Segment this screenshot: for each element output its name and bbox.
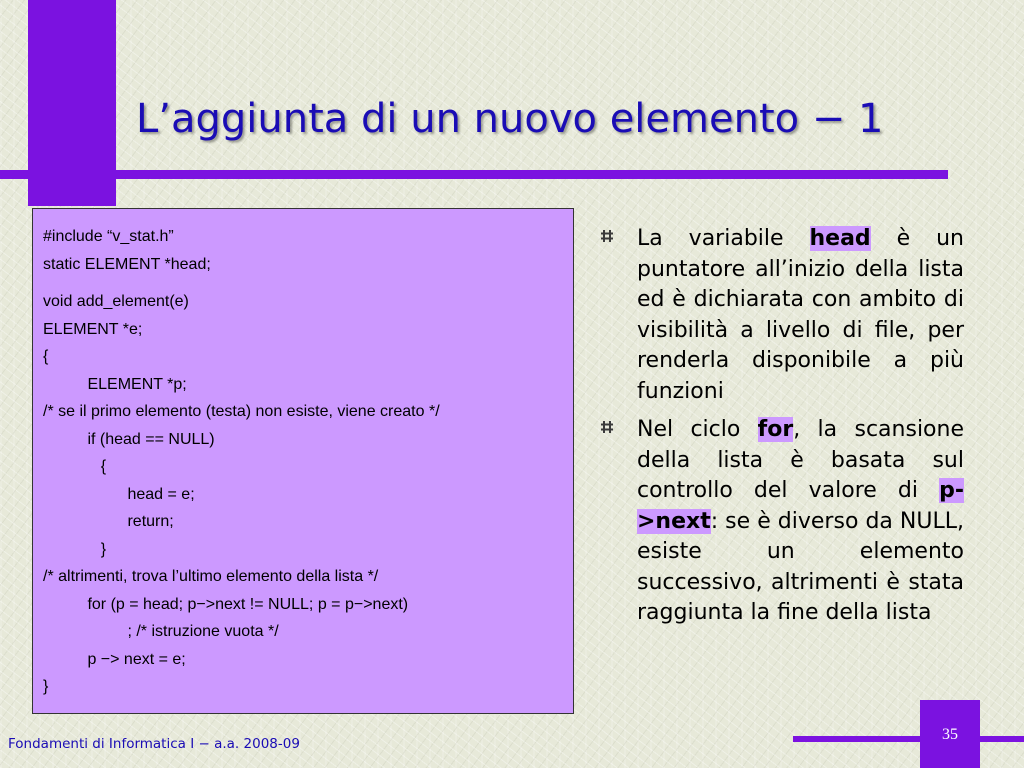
code-line: } [43,678,49,695]
footer-line [793,736,920,742]
bullet-text: Nel ciclo [637,417,758,442]
code-line: { [43,458,107,475]
footer-line [980,736,1024,742]
code-line: p −> next = e; [43,650,186,668]
code-line: return; [43,513,174,530]
explanation-list [600,224,964,637]
bullet-text: : se è diverso da NULL, esiste un elemento successivo, altrimenti è stata raggiunta la fine della lista [637,508,964,625]
page-number-box [920,700,980,768]
code-line: ELEMENT *p; [43,375,187,393]
code-line: if (head == NULL) [43,430,215,448]
keyword-for: for [757,417,794,442]
code-line: head = e; [43,485,195,503]
code-line: void add_element(e) [43,293,189,310]
bullet-text: La variabile [637,226,810,251]
bullet-text: è un puntatore all’inizio della lista ed è dichiarata con ambito di visibilità a livello di file, per renderla disponibile a più funzioni [637,226,964,404]
hash-bullet-icon [600,229,614,243]
code-listing [32,208,574,714]
code-line: } [43,540,107,558]
slide-title: L’aggiunta di un nuovo elemento − 1 [136,96,884,142]
page-number: 35 [942,726,958,743]
footer-course-label: Fondamenti di Informatica I − a.a. 2008-09 [8,736,300,752]
code-line: ; /* istruzione vuota */ [43,623,279,640]
title-underline [0,170,948,179]
code-line: ELEMENT *e; [43,320,143,338]
code-line: #include “v_stat.h” [43,228,174,245]
keyword-head: head [809,226,871,251]
code-line: /* altrimenti, trova l’ultimo elemento della lista */ [43,568,379,585]
keyword-p-next: p->next [637,478,964,534]
code-line: for (p = head; p−>next != NULL; p = p−>next) [43,595,409,613]
hash-bullet-icon [600,420,614,434]
code-line: static ELEMENT *head; [43,255,211,273]
bullet-text: , la scansione della lista è basata sul controllo del valore di [637,417,964,503]
code-line: /* se il primo elemento (testa) non esiste, viene creato */ [43,403,440,420]
bullet-item-for [600,415,964,629]
bullet-item-head [600,224,964,407]
code-line: { [43,348,49,365]
